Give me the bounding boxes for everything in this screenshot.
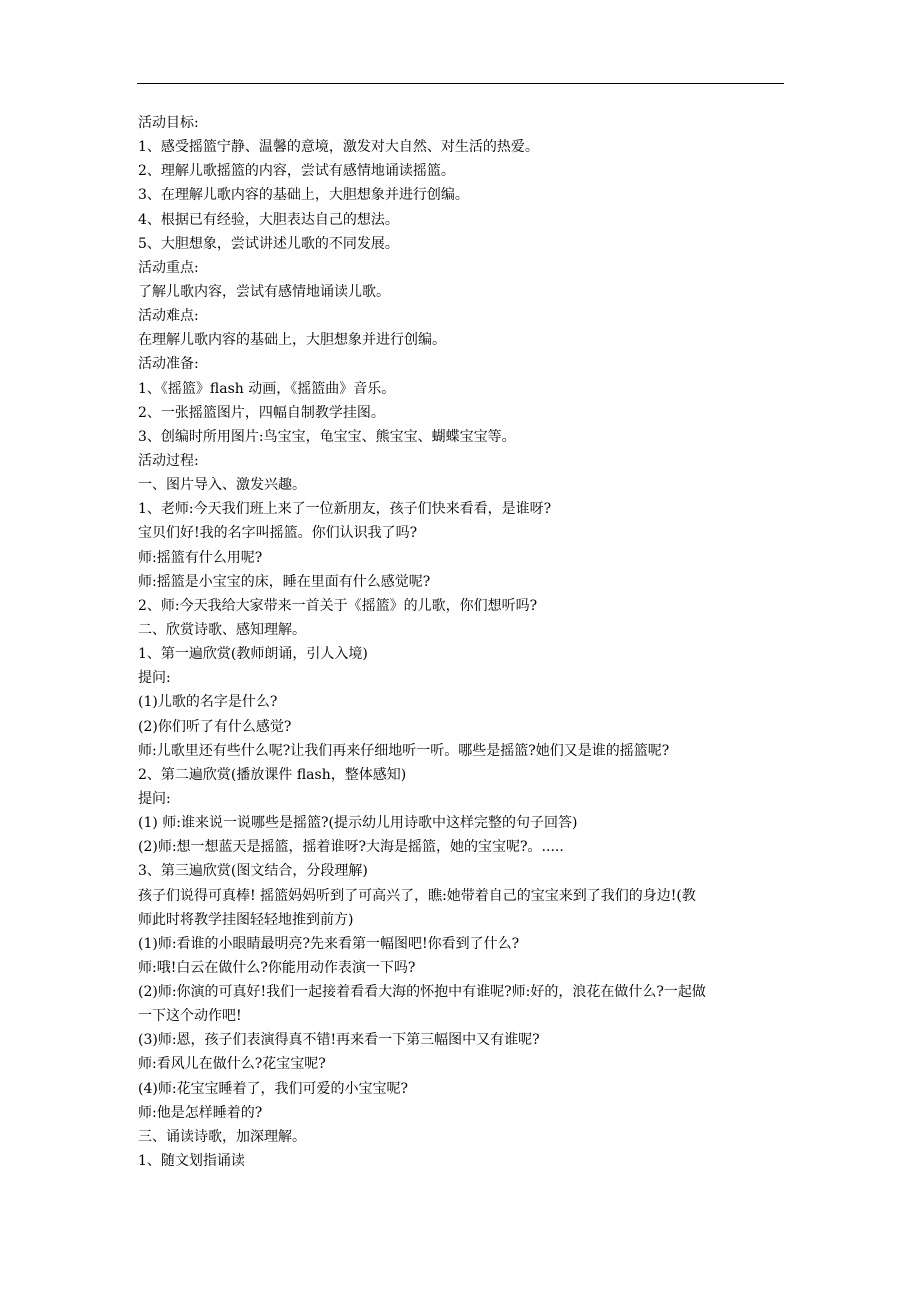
text-line: 活动准备: [138, 356, 199, 373]
text-line: 师:摇篮有什么用呢? [138, 549, 263, 566]
text-line: 宝贝们好!我的名字叫摇篮。你们认识我了吗? [138, 525, 418, 542]
text-line: (2)你们听了有什么感觉? [138, 718, 292, 735]
text-line: 孩子们说得可真棒! 摇篮妈妈听到了可高兴了，瞧:她带着自己的宝宝来到了我们的身边!(教 [138, 887, 696, 904]
text-line: 师:看风儿在做什么?花宝宝呢? [138, 1056, 326, 1073]
text-line: 三、诵读诗歌，加深理解。 [138, 1128, 306, 1145]
text-line: (2)师:想一想蓝天是摇篮，摇着谁呀?大海是摇篮，她的宝宝呢?。..... [138, 839, 564, 856]
text-line: 活动目标: [138, 115, 199, 131]
text-line: (1)儿歌的名字是什么? [138, 694, 278, 711]
text-line: 了解儿歌内容，尝试有感情地诵读儿歌。 [138, 283, 390, 300]
text-line: 师:他是怎样睡着的? [138, 1104, 263, 1121]
text-line: (1)师:看谁的小眼睛最明亮?先来看第一幅图吧!你看到了什么? [138, 935, 520, 952]
text-line: 1、感受摇篮宁静、温馨的意境，激发对大自然、对生活的热爱。 [138, 139, 539, 156]
text-line: 师:儿歌里还有些什么呢?让我们再来仔细地听一听。哪些是摇篮?她们又是谁的摇篮呢? [138, 742, 670, 759]
text-line: 5、大胆想象，尝试讲述儿歌的不同发展。 [138, 235, 399, 252]
text-line: 4、根据已有经验，大胆表达自己的想法。 [138, 211, 399, 228]
text-line: (4)师:花宝宝睡着了，我们可爱的小宝宝呢? [138, 1080, 409, 1097]
text-line: 3、在理解儿歌内容的基础上，大胆想象并进行创编。 [138, 187, 469, 204]
text-line: 2、理解儿歌摇篮的内容，尝试有感情地诵读摇篮。 [138, 163, 455, 180]
text-line: 二、欣赏诗歌、感知理解。 [138, 621, 306, 638]
text-line: (2)师:你演的可真好!我们一起接着看看大海的怀抱中有谁呢?师:好的，浪花在做什么?一起做 [138, 984, 706, 1001]
text-line: 提问: [138, 790, 171, 807]
text-line: 提问: [138, 670, 171, 687]
text-line: 师:摇篮是小宝宝的床，睡在里面有什么感觉呢? [138, 573, 431, 590]
document-body [138, 111, 788, 1173]
text-line: 在理解儿歌内容的基础上，大胆想象并进行创编。 [138, 332, 446, 349]
text-line: 1、随文划指诵读 [138, 1153, 245, 1170]
header-rule [137, 83, 784, 84]
text-line: 活动难点: [138, 308, 199, 325]
text-line: 3、创编时所用图片:鸟宝宝，龟宝宝、熊宝宝、蝴蝶宝宝等。 [138, 428, 516, 445]
text-line: 师此时将教学挂图轻轻地推到前方) [138, 911, 354, 928]
text-line: 活动重点: [138, 259, 199, 276]
text-line: 师:哦!白云在做什么?你能用动作表演一下吗? [138, 959, 416, 976]
text-line: 1、《摇篮》flash 动画，《摇篮曲》音乐。 [138, 380, 396, 397]
text-line: 2、第二遍欣赏(播放课件 flash，整体感知) [138, 766, 407, 783]
text-line: 一、图片导入、激发兴趣。 [138, 477, 306, 494]
text-line: 1、老师:今天我们班上来了一位新朋友，孩子们快来看看，是谁呀? [138, 501, 552, 518]
text-line: 一下这个动作吧! [138, 1008, 242, 1025]
text-line: (1) 师:谁来说一说哪些是摇篮?(提示幼儿用诗歌中这样完整的句子回答) [138, 815, 578, 832]
text-line: 2、师:今天我给大家带来一首关于《摇篮》的儿歌，你们想听吗? [138, 597, 538, 614]
text-line: 2、一张摇篮图片，四幅自制教学挂图。 [138, 404, 385, 421]
text-line: 1、第一遍欣赏(教师朗诵，引人入境) [138, 646, 368, 663]
text-line: (3)师:恩，孩子们表演得真不错!再来看一下第三幅图中又有谁呢? [138, 1032, 540, 1049]
text-line: 活动过程: [138, 452, 199, 469]
text-line: 3、第三遍欣赏(图文结合，分段理解) [138, 863, 368, 880]
